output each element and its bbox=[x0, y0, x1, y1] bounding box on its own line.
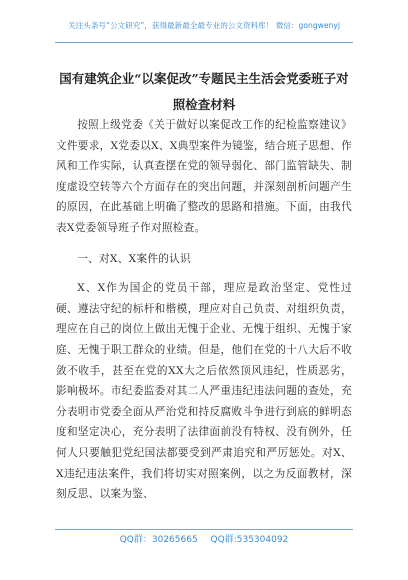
document-title: 国有建筑企业“以案促改”专题民主生活会党委班子对照检查材料 bbox=[59, 71, 349, 112]
document-body bbox=[56, 115, 352, 505]
section-paragraph: X、X作为国企的党员干部，理应是政治坚定、党性过硬、遵法守纪的标杆和楷模，理应对自己负责、对组织负责，理应在自己的岗位上做出无愧于企业、无愧于组织、无愧于家庭、无愧于职工群众的业绩。但是，他们在党的十八大后不收敛不收手，甚至在党的XX大之后依然顶风违纪，性质恶劣，影响极坏。市纪委监委对其二人严重违纪违法问题的查处，充分表明市党委全面从严治党和持反腐败斗争进行到底的鲜明态度和坚定决心，充分表明了法律面前没有特权、没有例外，任何人只要触犯党纪国法都要受到严肃追究和严厉惩处。对X、X违纪违法案件，我们将切实对照案例，以之为反面教材，深刻反思、以案为鉴、 bbox=[56, 282, 352, 501]
footer-divider bbox=[55, 529, 353, 530]
header-banner: 关注头条号“公文研究”，获得最新最全最专业的公文资料库！ 微信：gongwenyj bbox=[68, 21, 340, 30]
intro-paragraph: 按照上级党委《关于做好以案促改工作的纪检监察建议》文件要求，X党委以X、X典型案件为镜鉴，结合班子思想、作风和工作实际，认真查摆在党的领导弱化、部门监管缺失、制度虚设空转等六个方面存在的突出问题，并深刻剖析问题产生的原因，在此基础上明确了整改的思路和措施。下面，由我代表X党委领导班子作对照检查。 bbox=[56, 119, 352, 234]
footer-contact: QQ群：30265665 QQ群:535304092 bbox=[119, 535, 289, 545]
section-heading: 一、对X、X案件的认识 bbox=[77, 252, 191, 265]
header-divider bbox=[55, 42, 353, 43]
